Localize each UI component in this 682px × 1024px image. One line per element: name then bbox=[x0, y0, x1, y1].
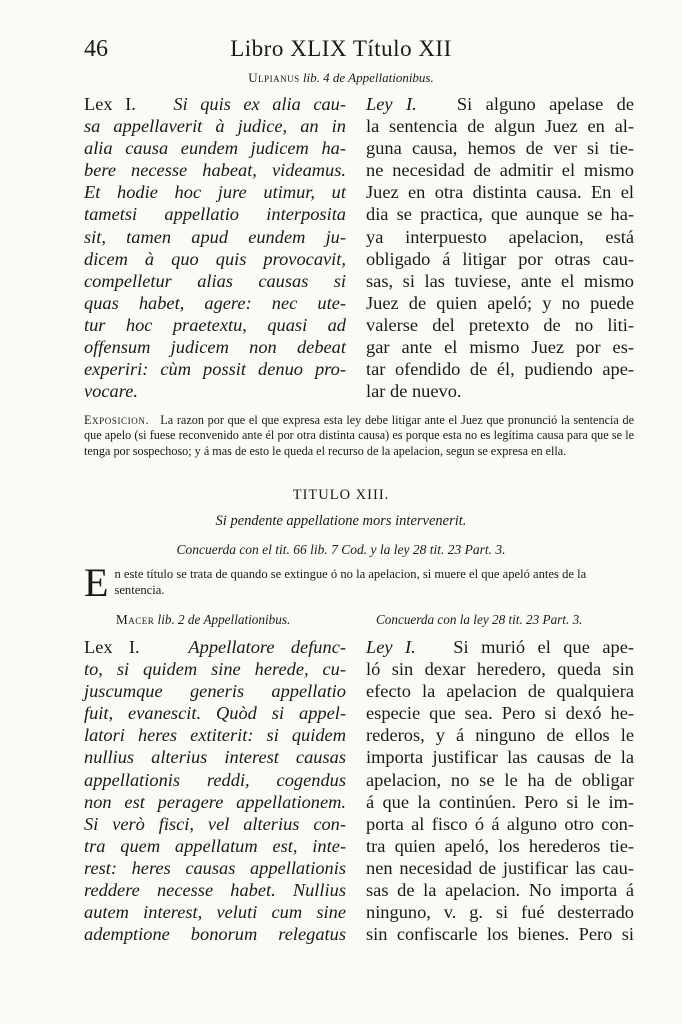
text-line: porta al fisco ó á alguno otro con- bbox=[366, 813, 634, 834]
page-header bbox=[0, 36, 682, 66]
text-line bbox=[84, 636, 346, 658]
source-work: lib. 4 de Appellationibus. bbox=[302, 70, 434, 85]
drop-cap: E bbox=[84, 560, 109, 605]
text-line: guna causa, hemos de ver si tie- bbox=[366, 138, 634, 159]
text-line: importa justificar las causas de la bbox=[366, 747, 634, 768]
text-line: Si verò fisci, vel alterius con- bbox=[84, 813, 346, 834]
section-rubric: Si pendente appellatione mors intervenerit. bbox=[215, 513, 467, 529]
lex-heading: Lex I. bbox=[84, 637, 140, 657]
text-line: tra quien apeló, los herederos tie- bbox=[366, 835, 634, 856]
exposicion-text: La razon por que el que expresa esta ley debe litigar ante el Juez que pronunció la sentencia de que apelo (si fuese reconvenido ante él por otra distinta causa) es porque esta no es legítima causa para que se le tenga por sospechoso; y á mas de esto le queda el recurso de la apelacion, segun se expresa en ella. bbox=[84, 413, 634, 458]
source-attribution-2 bbox=[116, 612, 290, 628]
text-line: valerse del pretexto de no liti- bbox=[366, 314, 634, 335]
spanish-text-ley-1 bbox=[366, 93, 634, 402]
text-line: experiri: cùm possit denuo pro- bbox=[84, 359, 346, 380]
text-line: nullius alterius interest causas bbox=[84, 747, 346, 768]
text-line: rest: heres causas appellationis bbox=[84, 857, 346, 878]
ley-heading: Ley I. bbox=[366, 94, 417, 114]
line-text: Si alguno apelase de bbox=[456, 94, 635, 114]
text-line: tra quem appellatum est, inte- bbox=[84, 835, 346, 856]
text-line: á que la continúen. Pero si le im- bbox=[366, 791, 634, 812]
text-line: non est peragere appellationem. bbox=[84, 791, 346, 812]
page-number: 46 bbox=[84, 36, 108, 62]
text-line: alia causa eundem judicem ha- bbox=[84, 138, 346, 159]
text-line: ya interpuesto apelacion, está bbox=[366, 226, 634, 247]
text-line: dia se practica, que aunque se ha- bbox=[366, 204, 634, 225]
source-author: Ulpianus bbox=[248, 70, 300, 85]
text-line: lar de nuevo. bbox=[366, 381, 462, 402]
text-line: sin confiscarle los bienes. Pero si bbox=[366, 924, 634, 945]
text-line: rederos, y á ninguno de ellos le bbox=[366, 725, 634, 746]
source-author: Macer bbox=[116, 612, 155, 627]
text-line: tur hoc praetextu, quasi ad bbox=[84, 314, 346, 335]
text-line: reddere necesse habet. Nullius bbox=[84, 880, 346, 901]
text-line: quas habet, agere: nec ute- bbox=[84, 292, 346, 313]
text-line: vocare. bbox=[84, 381, 138, 402]
intro-paragraph bbox=[84, 560, 634, 605]
text-line: appellationis reddi, cogendus bbox=[84, 769, 346, 790]
text-line bbox=[366, 636, 634, 658]
text-line: offensum judicem non debeat bbox=[84, 337, 346, 358]
text-line: gar ante el mismo Juez por es- bbox=[366, 337, 634, 358]
text-line: juscumque generis appellatio bbox=[84, 681, 346, 702]
text-line: Juez en otra distinta causa. En el bbox=[366, 182, 634, 203]
exposicion-label: Exposicion. bbox=[84, 413, 150, 427]
intro-text: n este título se trata de quando se extingue ó no la apelacion, si muere el que apeló antes de la sentencia. bbox=[114, 567, 587, 597]
text-line: compelletur alias causas si bbox=[84, 270, 346, 291]
text-line: sa appellaverit à judice, an in bbox=[84, 116, 346, 137]
section-title: TITULO XIII. bbox=[292, 487, 390, 503]
text-line: apelacion, no se le ha de obligar bbox=[366, 769, 634, 790]
source-work: lib. 2 de Appellationibus. bbox=[157, 612, 291, 627]
text-line: efecto la apelacion de qualquiera bbox=[366, 681, 634, 702]
lex-heading: Lex I. bbox=[84, 94, 136, 114]
text-line: autem interest, veluti cum sine bbox=[84, 902, 346, 923]
concordance-note: Concuerda con el tit. 66 lib. 7 Cod. y la ley 28 tit. 23 Part. 3. bbox=[176, 542, 506, 557]
line-text: Appellatore defunc- bbox=[188, 637, 346, 657]
text-line: Et hodie hoc jure utimur, ut bbox=[84, 182, 346, 203]
text-line: tametsi appellatio interposita bbox=[84, 204, 346, 225]
text-line: sas, si las tuviese, ante el mismo bbox=[366, 270, 634, 291]
text-line: ninguno, v. g. si fué desterrado bbox=[366, 902, 634, 923]
exposicion-note bbox=[84, 413, 634, 459]
spanish-text-ley-1-tit-13 bbox=[366, 636, 634, 945]
source-attribution bbox=[0, 70, 682, 86]
text-line: sit, tamen apud eundem ju- bbox=[84, 226, 346, 247]
text-line: latori heres extiterit: si quidem bbox=[84, 725, 346, 746]
text-line: ne necesidad de admitir el mismo bbox=[366, 160, 634, 181]
text-line: especie que sea. Pero si dexó he- bbox=[366, 703, 634, 724]
text-line: sas de la apelacion. No importa á bbox=[366, 880, 634, 901]
text-line: Juez de quien apeló; y no puede bbox=[366, 292, 634, 313]
line-text: Si murió el que ape- bbox=[453, 637, 635, 657]
latin-text-lex-1-tit-13 bbox=[84, 636, 346, 945]
line-text: Si quis ex alia cau- bbox=[173, 94, 346, 114]
running-title: Libro XLIX Título XII bbox=[230, 36, 452, 61]
text-line bbox=[366, 93, 634, 115]
text-line: dicem à quo quis provocavit, bbox=[84, 248, 346, 269]
text-line: tar ofendido de él, pudiendo ape- bbox=[366, 359, 634, 380]
text-line: bere necesse habeat, videamus. bbox=[84, 160, 346, 181]
concordance-note-2: Concuerda con la ley 28 tit. 23 Part. 3. bbox=[376, 612, 583, 627]
text-line: fuit, evanescit. Quòd si appel- bbox=[84, 703, 346, 724]
text-line: ló sin dexar heredero, queda sin bbox=[366, 659, 634, 680]
text-line: nen necesidad de justificar las cau- bbox=[366, 857, 634, 878]
latin-text-lex-1 bbox=[84, 93, 346, 402]
text-line: la sentencia de algun Juez en al- bbox=[366, 116, 634, 137]
text-line: to, si quidem sine herede, cu- bbox=[84, 659, 346, 680]
text-line bbox=[84, 93, 346, 115]
text-line: obligado á litigar por otras cau- bbox=[366, 248, 634, 269]
ley-heading: Ley I. bbox=[366, 637, 416, 657]
text-line: ademptione bonorum relegatus bbox=[84, 924, 346, 945]
